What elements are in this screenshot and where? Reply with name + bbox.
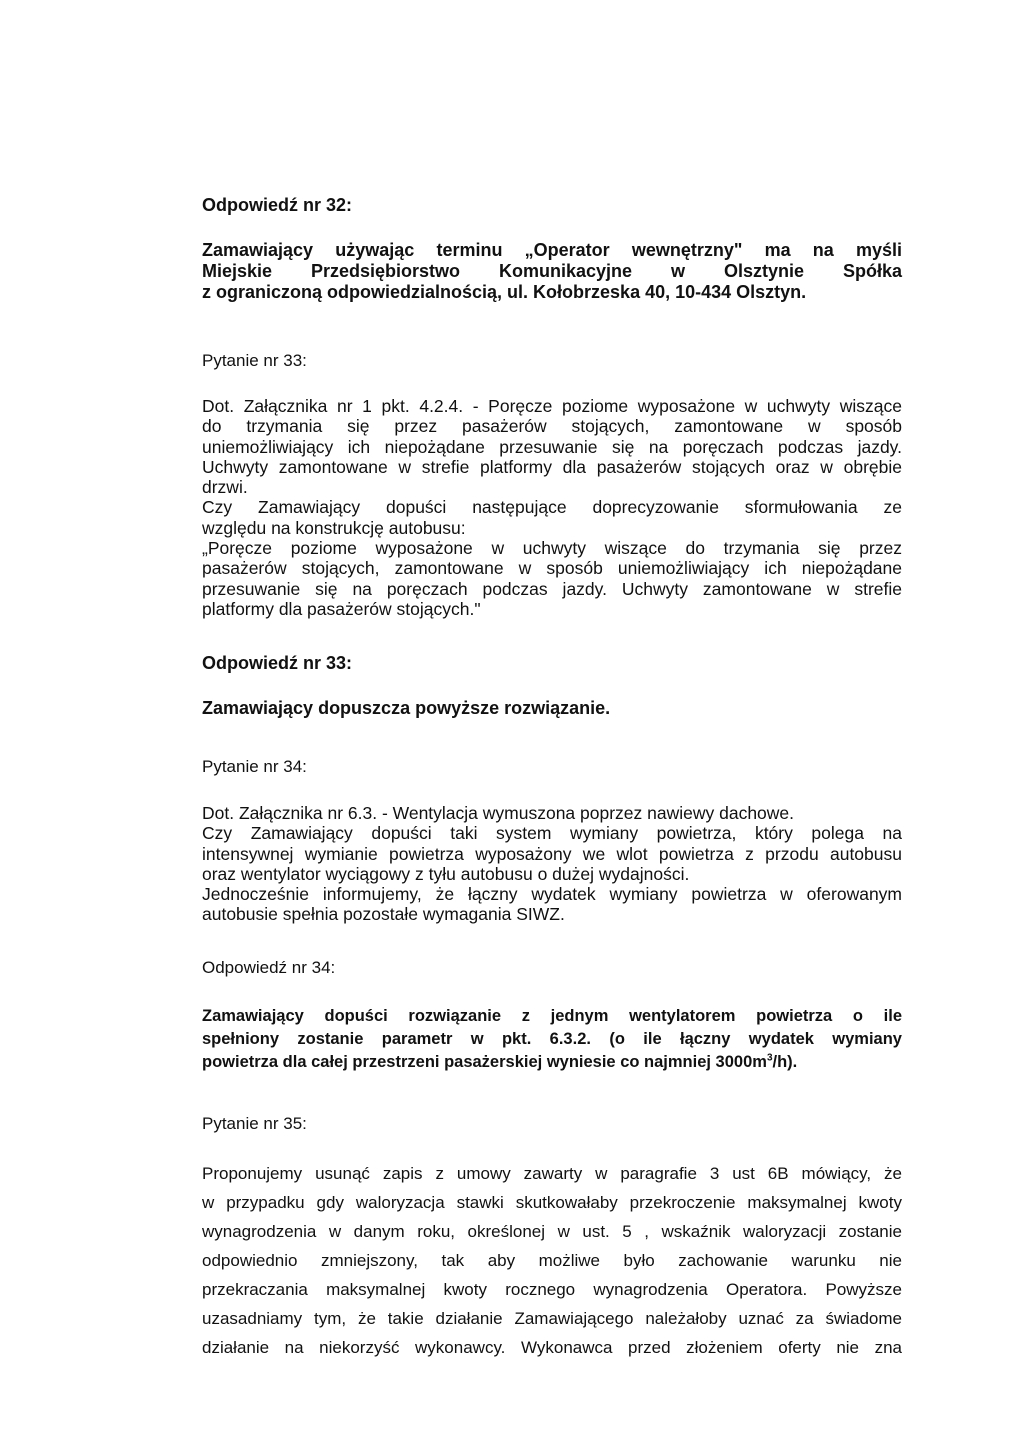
question-33-label: Pytanie nr 33: xyxy=(202,351,307,370)
paragraph-line: działanie na niekorzyść wykonawcy. Wykonawca przed złożeniem oferty nie zna xyxy=(202,1338,902,1357)
paragraph-line: „Poręcze poziome wyposażone w uchwyty wiszące do trzymania się przez xyxy=(202,538,902,559)
paragraph-line: Dot. Załącznika nr 6.3. - Wentylacja wymuszona poprzez nawiewy dachowe. xyxy=(202,803,795,823)
paragraph-line: Proponujemy usunąć zapis z umowy zawarty w paragrafie 3 ust 6B mówiący, że xyxy=(202,1164,902,1183)
superscript-exponent: 3 xyxy=(766,1052,773,1064)
paragraph-line: odpowiednio zmniejszony, tak aby możliwe było zachowanie warunku nie xyxy=(202,1251,902,1270)
paragraph-line: intensywnej wymianie powietrza wyposażony we wlot powietrza z przodu autobusu xyxy=(202,843,902,864)
paragraph-line: Dot. Załącznika nr 1 pkt. 4.2.4. - Poręcze poziome wyposażone w uchwyty wiszące xyxy=(202,396,902,416)
paragraph-line: Miejskie Przedsiębiorstwo Komunikacyjne w Olsztynie Spółka xyxy=(202,261,902,281)
paragraph-line: Zamawiający dopuści rozwiązanie z jednym wentylatorem powietrza o ile xyxy=(202,1007,902,1025)
paragraph-line: przekraczania maksymalnej kwoty rocznego wynagrodzenia Operatora. Powyższe xyxy=(202,1280,902,1299)
paragraph-line: uniemożliwiający ich niepożądane przesuwanie się na poręczach podczas jazdy. xyxy=(202,436,902,457)
answer-33-heading: Odpowiedź nr 33: xyxy=(202,653,353,673)
question-35-text xyxy=(202,1159,902,1362)
paragraph-line: platformy dla pasażerów stojących." xyxy=(202,598,481,619)
paragraph-line: Zamawiający używając terminu „Operator wewnętrzny" ma na myśli xyxy=(202,240,902,260)
question-34-text xyxy=(202,803,902,925)
paragraph-line: drzwi. xyxy=(202,477,248,498)
paragraph-line: z ograniczoną odpowiedzialnością, ul. Kołobrzeska 40, 10-434 Olsztyn. xyxy=(202,282,807,302)
question-33-text xyxy=(202,396,902,619)
question-35-label: Pytanie nr 35: xyxy=(202,1114,307,1133)
paragraph-line: do trzymania się przez pasażerów stojących, zamontowane w sposób xyxy=(202,416,902,437)
answer-33-text: Zamawiający dopuszcza powyższe rozwiązanie. xyxy=(202,698,611,718)
paragraph-line: Jednocześnie informujemy, że łączny wydatek wymiany powietrza w oferowanym xyxy=(202,884,902,905)
answer-34-line3-text: powietrza dla całej przestrzeni pasażerskiej wyniesie co najmniej 3000m xyxy=(202,1053,767,1071)
answer-32-text xyxy=(202,240,902,303)
paragraph-line: uzasadniamy tym, że takie działanie Zamawiającego należałoby uznać za świadome xyxy=(202,1309,902,1328)
question-34-label: Pytanie nr 34: xyxy=(202,757,307,776)
paragraph-line: pasażerów stojących, zamontowane w sposób uniemożliwiający ich niepożądane xyxy=(202,558,902,579)
paragraph-line: przesuwanie się na poręczach podczas jazdy. Uchwyty zamontowane w strefie xyxy=(202,578,902,599)
paragraph-line: spełniony zostanie parametr w pkt. 6.3.2. (o ile łączny wydatek wymiany xyxy=(202,1030,902,1048)
answer-34-text xyxy=(202,1005,902,1074)
paragraph-line xyxy=(202,1051,902,1074)
paragraph-line: Czy Zamawiający dopuści następujące doprecyzowanie sformułowania ze xyxy=(202,497,902,518)
paragraph-line: oraz wentylator wyciągowy z tyłu autobusu o dużej wydajności. xyxy=(202,863,690,884)
paragraph-line: Czy Zamawiający dopuści taki system wymiany powietrza, który polega na xyxy=(202,823,902,844)
answer-32-heading: Odpowiedź nr 32: xyxy=(202,195,353,215)
answer-34-heading: Odpowiedź nr 34: xyxy=(202,958,336,977)
paragraph-line: autobusie spełnia pozostałe wymagania SIWZ. xyxy=(202,904,565,925)
paragraph-line: Uchwyty zamontowane w strefie platformy dla pasażerów stojących oraz w obrębie xyxy=(202,456,902,477)
answer-34-line3-unit: /h). xyxy=(772,1053,798,1071)
paragraph-line: w przypadku gdy waloryzacja stawki skutkowałaby przekroczenie maksymalnej kwoty xyxy=(202,1193,902,1212)
paragraph-line: względu na konstrukcję autobusu: xyxy=(202,517,466,538)
paragraph-line: wynagrodzenia w danym roku, określonej w ust. 5 , wskaźnik waloryzacji zostanie xyxy=(202,1222,902,1241)
